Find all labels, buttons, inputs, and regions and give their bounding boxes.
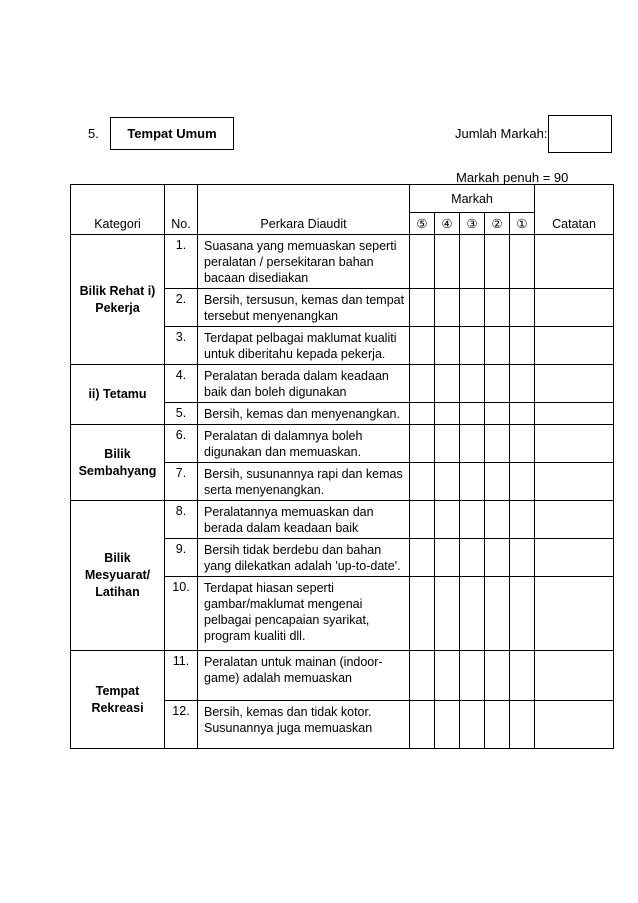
row-number: 1.	[165, 235, 198, 289]
score-cell-3[interactable]	[460, 235, 485, 289]
audit-table	[70, 184, 614, 749]
score-cell-2[interactable]	[485, 577, 510, 651]
score-cell-5[interactable]	[410, 425, 435, 463]
row-number: 8.	[165, 501, 198, 539]
header-category: Kategori	[71, 185, 165, 235]
section-title-box	[110, 117, 234, 150]
score-cell-2[interactable]	[485, 651, 510, 701]
full-marks-text: Markah penuh = 90	[456, 170, 569, 185]
score-cell-5[interactable]	[410, 327, 435, 365]
category-cell: Bilik Rehat i) Pekerja	[71, 235, 165, 365]
score-cell-3[interactable]	[460, 501, 485, 539]
score-cell-1[interactable]	[510, 539, 535, 577]
score-cell-1[interactable]	[510, 425, 535, 463]
total-marks-box[interactable]	[548, 115, 612, 153]
score-cell-1[interactable]	[510, 289, 535, 327]
row-number: 4.	[165, 365, 198, 403]
audit-item-text: Bersih, susunannya rapi dan kemas serta menyenangkan.	[198, 463, 410, 501]
row-number: 5.	[165, 403, 198, 425]
score-cell-2[interactable]	[485, 425, 510, 463]
header-marks: Markah	[410, 185, 535, 213]
score-cell-2[interactable]	[485, 701, 510, 749]
score-cell-4[interactable]	[435, 463, 460, 501]
table-row	[71, 501, 614, 539]
audit-item-text: Peralatan di dalamnya boleh digunakan dan memuaskan.	[198, 425, 410, 463]
notes-cell[interactable]	[535, 365, 614, 403]
row-number: 10.	[165, 577, 198, 651]
score-cell-1[interactable]	[510, 651, 535, 701]
category-cell: ii) Tetamu	[71, 365, 165, 425]
score-cell-1[interactable]	[510, 501, 535, 539]
score-cell-1[interactable]	[510, 327, 535, 365]
score-cell-5[interactable]	[410, 365, 435, 403]
audit-item-text: Peralatannya memuaskan dan berada dalam keadaan baik	[198, 501, 410, 539]
score-cell-1[interactable]	[510, 403, 535, 425]
score-cell-3[interactable]	[460, 463, 485, 501]
score-cell-5[interactable]	[410, 577, 435, 651]
score-cell-4[interactable]	[435, 539, 460, 577]
category-cell: Tempat Rekreasi	[71, 651, 165, 749]
row-number: 6.	[165, 425, 198, 463]
score-cell-5[interactable]	[410, 651, 435, 701]
header-score-4: ④	[435, 213, 460, 235]
audit-item-text: Terdapat pelbagai maklumat kualiti untuk diberitahu kepada pekerja.	[198, 327, 410, 365]
audit-item-text: Terdapat hiasan seperti gambar/maklumat mengenai pelbagai pencapaian syarikat, program kualiti dll.	[198, 577, 410, 651]
score-cell-3[interactable]	[460, 403, 485, 425]
audit-item-text: Bersih, kemas dan tidak kotor. Susunannya juga memuaskan	[198, 701, 410, 749]
score-cell-4[interactable]	[435, 289, 460, 327]
audit-item-text: Suasana yang memuaskan seperti peralatan / persekitaran bahan bacaan disediakan	[198, 235, 410, 289]
score-cell-3[interactable]	[460, 651, 485, 701]
score-cell-2[interactable]	[485, 365, 510, 403]
score-cell-1[interactable]	[510, 463, 535, 501]
score-cell-5[interactable]	[410, 403, 435, 425]
score-cell-3[interactable]	[460, 577, 485, 651]
score-cell-4[interactable]	[435, 501, 460, 539]
score-cell-2[interactable]	[485, 289, 510, 327]
notes-cell[interactable]	[535, 463, 614, 501]
score-cell-1[interactable]	[510, 235, 535, 289]
row-number: 7.	[165, 463, 198, 501]
score-cell-4[interactable]	[435, 235, 460, 289]
row-number: 3.	[165, 327, 198, 365]
score-cell-3[interactable]	[460, 327, 485, 365]
row-number: 11.	[165, 651, 198, 701]
table-row	[71, 235, 614, 289]
score-cell-4[interactable]	[435, 365, 460, 403]
notes-cell[interactable]	[535, 577, 614, 651]
category-cell: Bilik Mesyuarat/ Latihan	[71, 501, 165, 651]
notes-cell[interactable]	[535, 403, 614, 425]
table-row	[71, 651, 614, 701]
score-cell-3[interactable]	[460, 289, 485, 327]
header-no: No.	[165, 185, 198, 235]
table-row	[71, 365, 614, 403]
header-score-2: ②	[485, 213, 510, 235]
score-cell-5[interactable]	[410, 701, 435, 749]
score-cell-3[interactable]	[460, 539, 485, 577]
audit-table-body	[71, 235, 614, 749]
score-cell-5[interactable]	[410, 235, 435, 289]
score-cell-2[interactable]	[485, 403, 510, 425]
score-cell-1[interactable]	[510, 577, 535, 651]
audit-item-text: Peralatan berada dalam keadaan baik dan boleh digunakan	[198, 365, 410, 403]
score-cell-2[interactable]	[485, 235, 510, 289]
category-cell: Bilik Sembahyang	[71, 425, 165, 501]
total-marks-label: Jumlah Markah:	[455, 126, 548, 141]
header-notes: Catatan	[535, 185, 614, 235]
score-cell-2[interactable]	[485, 327, 510, 365]
score-cell-3[interactable]	[460, 425, 485, 463]
table-row	[71, 425, 614, 463]
score-cell-5[interactable]	[410, 289, 435, 327]
notes-cell[interactable]	[535, 651, 614, 701]
score-cell-2[interactable]	[485, 463, 510, 501]
score-cell-1[interactable]	[510, 365, 535, 403]
row-number: 9.	[165, 539, 198, 577]
score-cell-4[interactable]	[435, 425, 460, 463]
score-cell-4[interactable]	[435, 403, 460, 425]
header-item: Perkara Diaudit	[198, 185, 410, 235]
notes-cell[interactable]	[535, 327, 614, 365]
score-cell-1[interactable]	[510, 701, 535, 749]
score-cell-5[interactable]	[410, 539, 435, 577]
audit-item-text: Peralatan untuk mainan (indoor-game) adalah memuaskan	[198, 651, 410, 701]
notes-cell[interactable]	[535, 289, 614, 327]
notes-cell[interactable]	[535, 501, 614, 539]
audit-item-text: Bersih, kemas dan menyenangkan.	[198, 403, 410, 425]
header-score-5: ⑤	[410, 213, 435, 235]
notes-cell[interactable]	[535, 701, 614, 749]
section-number: 5.	[88, 126, 99, 141]
score-cell-5[interactable]	[410, 501, 435, 539]
score-cell-4[interactable]	[435, 327, 460, 365]
header-score-3: ③	[460, 213, 485, 235]
notes-cell[interactable]	[535, 425, 614, 463]
audit-item-text: Bersih, tersusun, kemas dan tempat tersebut menyenangkan	[198, 289, 410, 327]
score-cell-4[interactable]	[435, 701, 460, 749]
notes-cell[interactable]	[535, 539, 614, 577]
score-cell-5[interactable]	[410, 463, 435, 501]
score-cell-3[interactable]	[460, 701, 485, 749]
row-number: 2.	[165, 289, 198, 327]
notes-cell[interactable]	[535, 235, 614, 289]
score-cell-2[interactable]	[485, 501, 510, 539]
row-number: 12.	[165, 701, 198, 749]
score-cell-4[interactable]	[435, 577, 460, 651]
section-title: Tempat Umum	[127, 126, 217, 141]
score-cell-2[interactable]	[485, 539, 510, 577]
audit-item-text: Bersih tidak berdebu dan bahan yang dilekatkan adalah 'up-to-date'.	[198, 539, 410, 577]
header-score-1: ①	[510, 213, 535, 235]
score-cell-4[interactable]	[435, 651, 460, 701]
score-cell-3[interactable]	[460, 365, 485, 403]
